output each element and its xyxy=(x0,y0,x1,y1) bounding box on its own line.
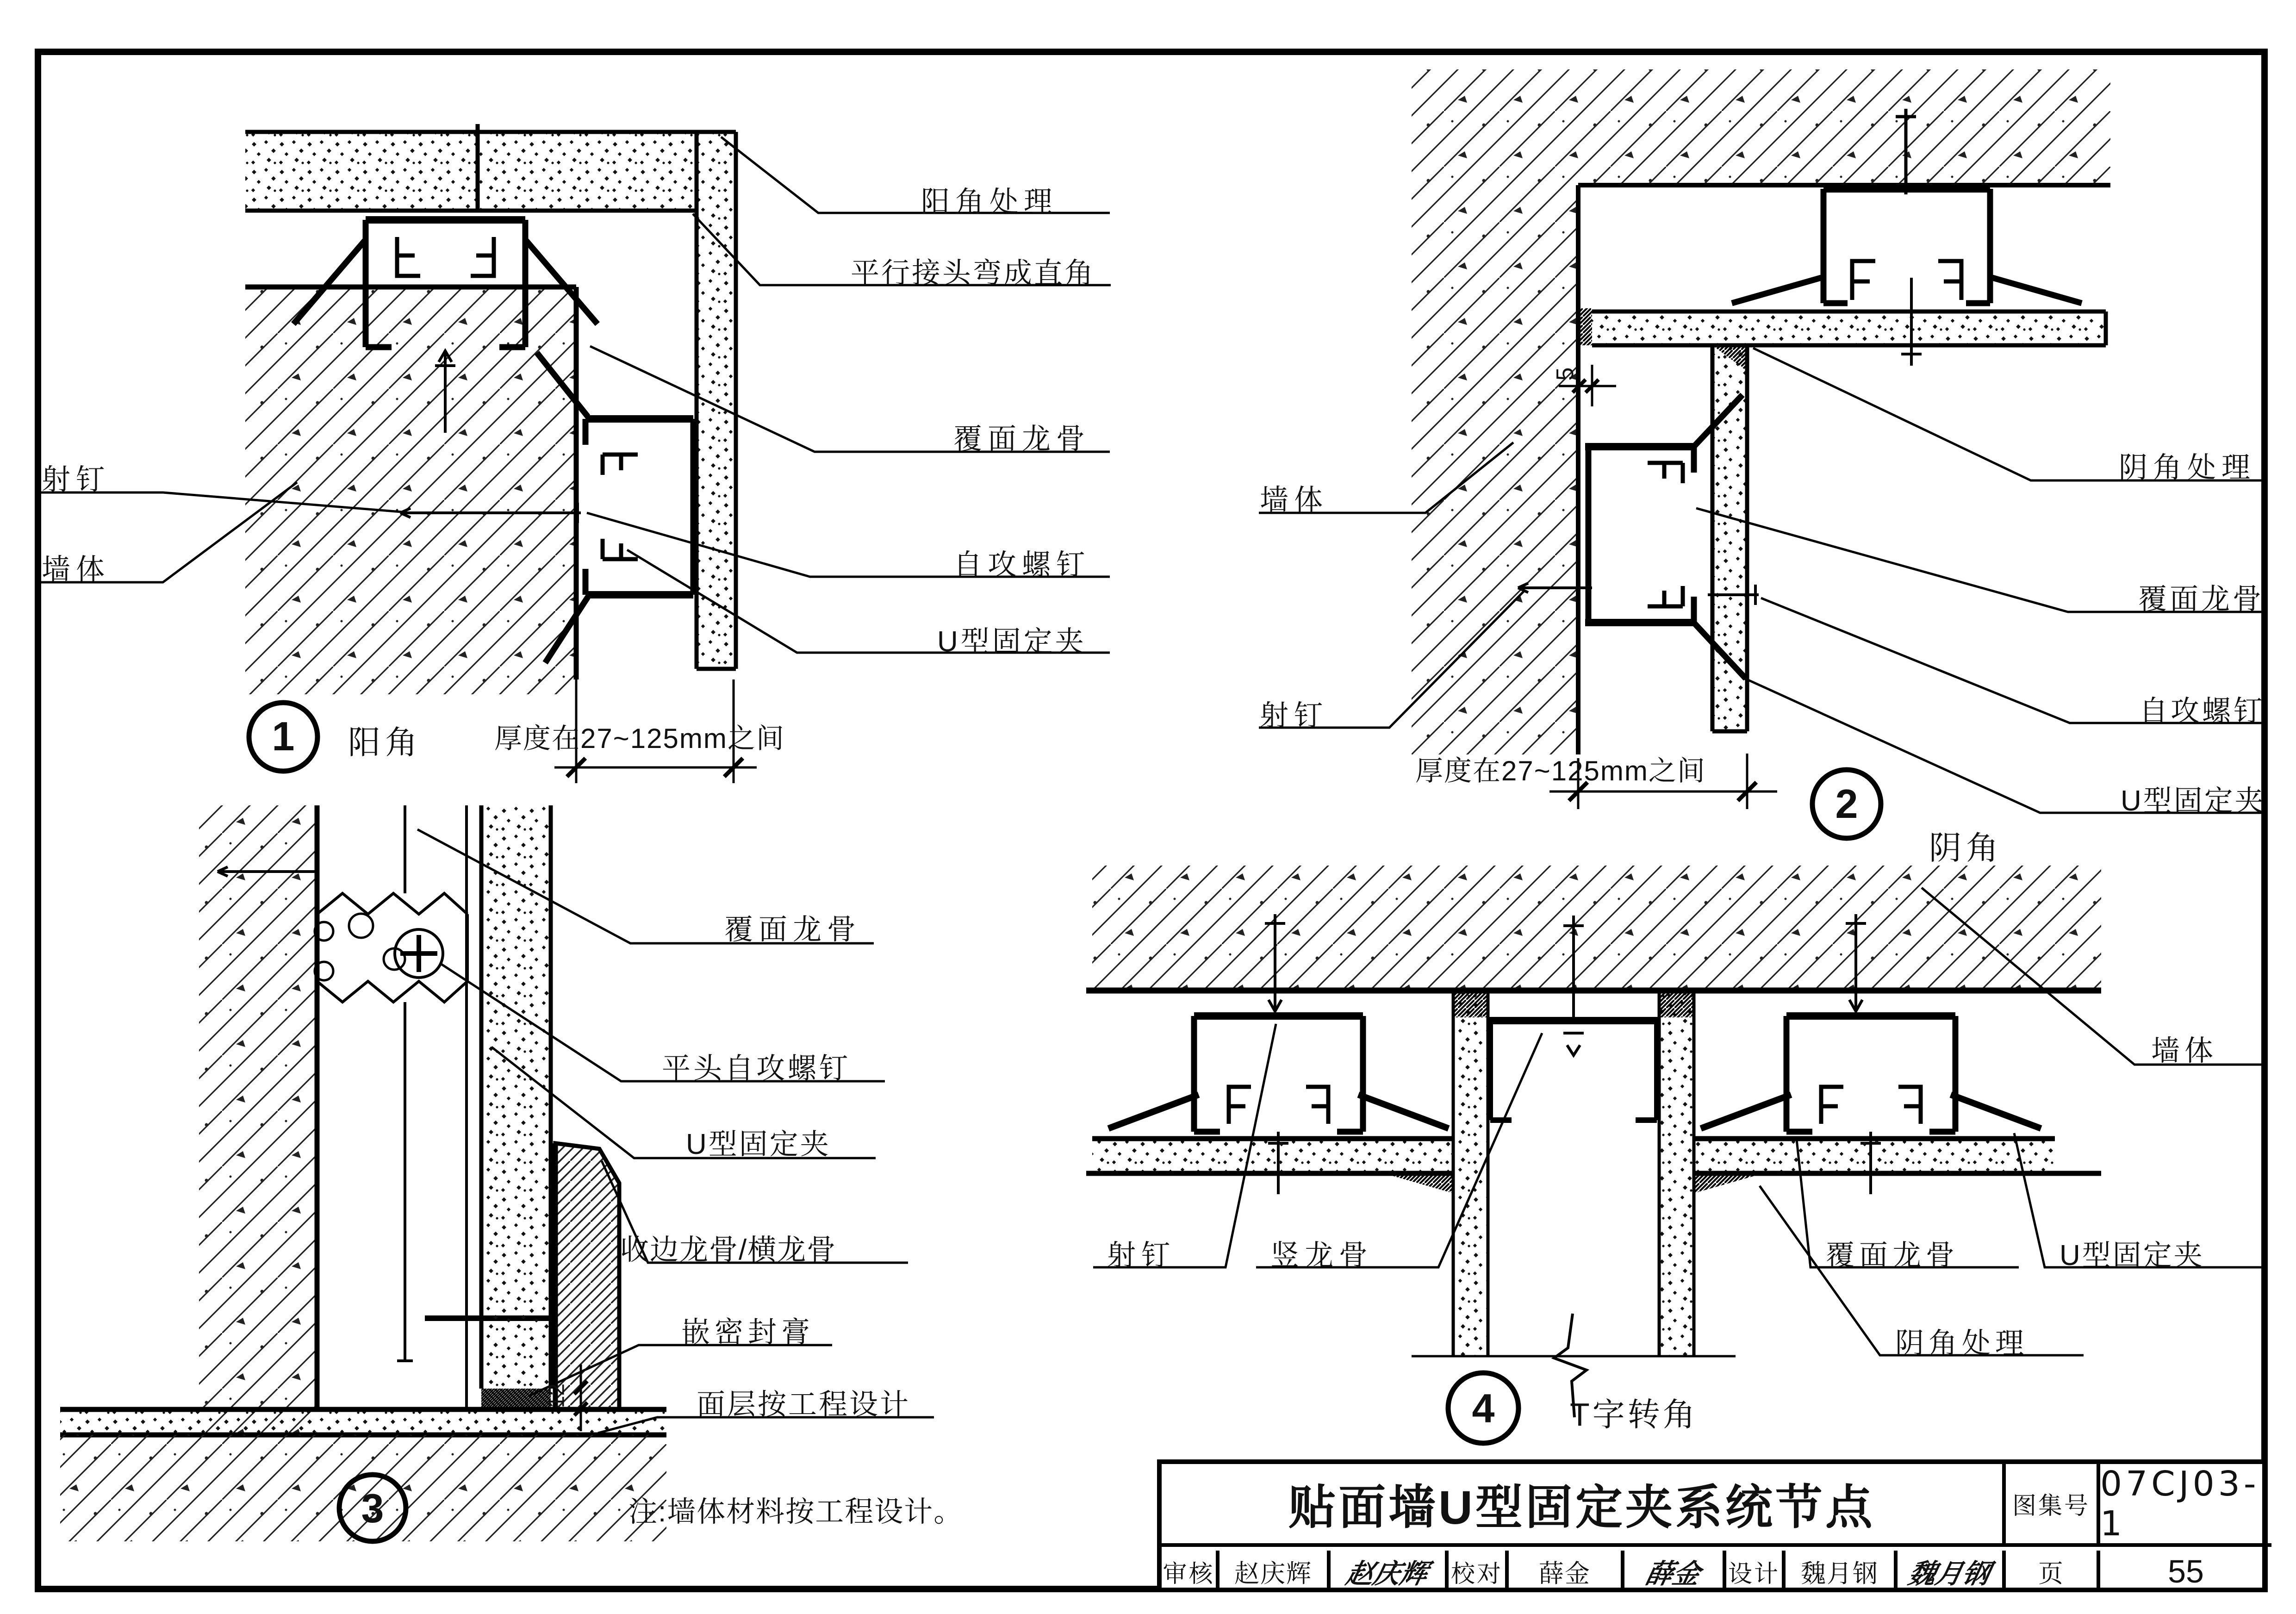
atlas-set-number: 07CJ03-1 xyxy=(2100,1464,2271,1547)
note-text: 注:墙体材料按工程设计。 xyxy=(628,1496,964,1528)
gap-dimension-text: 5 xyxy=(1552,367,1579,381)
label-sealant: 嵌密封膏 xyxy=(681,1316,815,1348)
u-clip-wings xyxy=(1701,1095,2041,1128)
detail-number: 2 xyxy=(1835,781,1858,827)
designer-signature xyxy=(1898,1551,2006,1592)
facing-panel-horizontal xyxy=(245,132,715,211)
label-furring-channel: 覆面龙骨 xyxy=(1826,1240,1960,1271)
wall-body-hatch xyxy=(245,287,576,694)
label-wall: 墙体 xyxy=(2151,1035,2218,1067)
signature-text: 赵庆辉 xyxy=(1344,1559,1431,1589)
label-edge-trim: 收边龙骨/横龙骨 xyxy=(620,1234,837,1266)
label-self-tapping-screw: 自攻螺钉 xyxy=(2139,695,2265,727)
label-furring-channel: 覆面龙骨 xyxy=(2138,583,2265,615)
label-vertical-stud: 竖龙骨 xyxy=(1270,1240,1374,1271)
drawing-title: 贴面墙U型固定夹系统节点 xyxy=(1162,1464,2006,1547)
detail-1-external-corner xyxy=(41,124,1111,783)
facing-panel-vertical xyxy=(697,132,736,669)
label-wall: 墙体 xyxy=(1260,484,1329,516)
label-u-clip: U型固定夹 xyxy=(2121,785,2265,817)
designer-name: 魏月钢 xyxy=(1786,1551,1898,1592)
detail-number: 4 xyxy=(1472,1385,1495,1431)
wall-body-hatch xyxy=(199,805,317,1435)
detail-number: 1 xyxy=(272,713,295,759)
reviewer-signature xyxy=(1331,1551,1449,1592)
label-u-clip: U型固定夹 xyxy=(937,626,1087,658)
partition-panel-right xyxy=(1659,991,1694,1356)
label-u-clip: U型固定夹 xyxy=(686,1128,831,1160)
flat-head-screw xyxy=(395,929,443,978)
wall-body-hatch xyxy=(1092,866,2101,991)
checker-label: 校对 xyxy=(1449,1551,1509,1592)
checker-signature xyxy=(1624,1551,1726,1592)
skirt-dimension-text: 12 xyxy=(544,1383,569,1408)
label-furring-channel: 覆面龙骨 xyxy=(953,423,1091,455)
facing-panel-right xyxy=(1694,1139,2055,1173)
dimension-text: 厚度在27~125mm之间 xyxy=(494,723,785,754)
label-shot-nail: 射钉 xyxy=(1107,1240,1176,1271)
label-flat-head-screw: 平头自攻螺钉 xyxy=(662,1053,851,1084)
facing-panel-horizontal xyxy=(1592,312,2106,345)
u-clip-wings xyxy=(1108,1095,1449,1128)
label-finish-layer: 面层按工程设计 xyxy=(697,1389,911,1421)
label-shot-nail: 射钉 xyxy=(1260,700,1329,732)
partition-panel-left xyxy=(1453,991,1488,1356)
vertical-stud-channel xyxy=(1488,1021,1659,1120)
detail-caption: T字转角 xyxy=(1570,1396,1698,1433)
detail-caption: 阴角 xyxy=(1929,830,2003,866)
u-clip-wings xyxy=(1732,278,2082,303)
reviewer-label: 审核 xyxy=(1162,1551,1220,1592)
detail-caption: 阳角 xyxy=(348,724,422,760)
label-corner-treatment: 阳角处理 xyxy=(921,186,1058,218)
detail-number: 3 xyxy=(361,1485,384,1531)
title-block xyxy=(1157,1459,2267,1592)
signature-text: 魏月钢 xyxy=(1905,1559,1993,1589)
label-shot-nail: 射钉 xyxy=(42,464,111,496)
label-u-clip: U型固定夹 xyxy=(2060,1240,2204,1271)
dimension-text: 厚度在27~125mm之间 xyxy=(1415,755,1706,786)
corner-treatment-wedge xyxy=(1694,1173,1763,1193)
signature-text: 薛金 xyxy=(1643,1559,1703,1589)
atlas-set-label: 图集号 xyxy=(2006,1464,2100,1547)
label-parallel-joint: 平行接头弯成直角 xyxy=(851,257,1095,289)
reviewer-name: 赵庆辉 xyxy=(1220,1551,1331,1592)
checker-name: 薛金 xyxy=(1509,1551,1624,1592)
facing-panel-left xyxy=(1092,1139,1453,1173)
detail-2-internal-corner xyxy=(1259,69,2265,838)
corner-treatment-block xyxy=(1579,308,1592,345)
wall-body-hatch xyxy=(1412,69,2110,754)
corner-treatment-wedge xyxy=(1384,1173,1453,1193)
detail-4-t-junction xyxy=(1086,866,2266,1443)
label-furring-channel: 覆面龙骨 xyxy=(724,914,862,946)
page-number: 55 xyxy=(2168,1553,2204,1589)
designer-label: 设计 xyxy=(1726,1551,1786,1592)
label-wall: 墙体 xyxy=(42,554,111,586)
label-corner-treatment: 阴角处理 xyxy=(1895,1327,2029,1359)
facing-panel-vertical xyxy=(481,805,551,1389)
detail-2-leaders xyxy=(1259,348,2265,813)
label-self-tapping-screw: 自攻螺钉 xyxy=(953,549,1091,581)
page-label: 页 xyxy=(2006,1551,2100,1592)
label-corner-treatment: 阴角处理 xyxy=(2119,452,2256,484)
